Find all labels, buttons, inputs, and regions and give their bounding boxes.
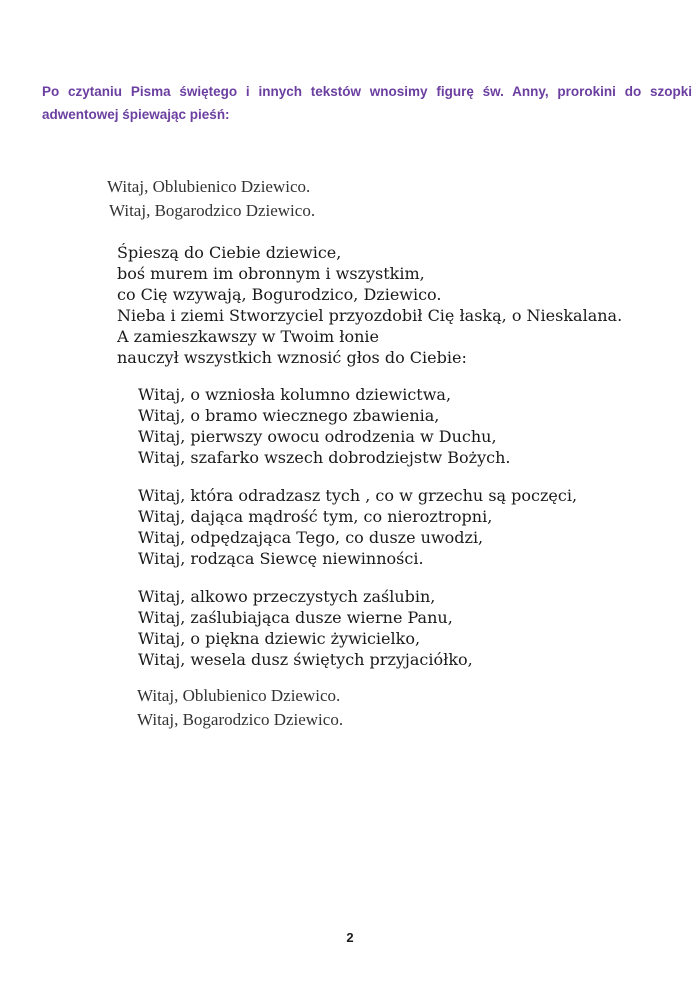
stanza-4-line-1: Witaj, alkowo przeczystych zaślubin, xyxy=(138,587,436,606)
stanza-2-line-2: Witaj, o bramo wiecznego zbawienia, xyxy=(138,406,440,425)
stanza-1-line-3: co Cię wzywają, Bogurodzico, Dziewico. xyxy=(117,285,442,304)
intro-paragraph: Po czytaniu Pisma świętego i innych tekstów wnosimy figurę św. Anny, prorokini do szopki adwentowej śpiewając pieśń: xyxy=(42,84,692,122)
refrain-top-line-1: Witaj, Oblubienico Dziewico. xyxy=(107,177,311,196)
stanza-1-line-5: A zamieszkawszy w Twoim łonie xyxy=(117,327,379,346)
refrain-bottom-line-1: Witaj, Oblubienico Dziewico. xyxy=(137,686,341,705)
stanza-4-line-4: Witaj, wesela dusz świętych przyjaciółko, xyxy=(138,650,473,669)
stanza-2-line-3: Witaj, pierwszy owocu odrodzenia w Duchu, xyxy=(138,427,497,446)
stanza-1-line-1: Śpieszą do Ciebie dziewice, xyxy=(117,243,342,262)
refrain-top-line-2: Witaj, Bogarodzico Dziewico. xyxy=(109,201,316,220)
stanza-4-line-3: Witaj, o piękna dziewic żywicielko, xyxy=(138,629,421,648)
stanza-1-line-6: nauczył wszystkich wznosić głos do Ciebie: xyxy=(117,348,467,367)
stanza-1-line-2: boś murem im obronnym i wszystkim, xyxy=(117,264,425,283)
page-number: 2 xyxy=(346,930,354,945)
stanza-3-line-3: Witaj, odpędzająca Tego, co dusze uwodzi, xyxy=(138,528,484,547)
stanza-3-line-4: Witaj, rodząca Siewcę niewinności. xyxy=(138,549,424,568)
stanza-4-line-2: Witaj, zaślubiająca dusze wierne Panu, xyxy=(138,608,453,627)
stanza-1-line-4: Nieba i ziemi Stworzyciel przyozdobił Cię łaską, o Nieskalana. xyxy=(117,306,623,325)
stanza-2-line-4: Witaj, szafarko wszech dobrodziejstw Bożych. xyxy=(138,448,511,467)
refrain-bottom-line-2: Witaj, Bogarodzico Dziewico. xyxy=(137,710,344,729)
stanza-2-line-1: Witaj, o wzniosła kolumno dziewictwa, xyxy=(138,385,452,404)
stanza-3-line-2: Witaj, dająca mądrość tym, co nieroztropni, xyxy=(138,507,493,526)
stanza-3-line-1: Witaj, która odradzasz tych , co w grzechu są poczęci, xyxy=(138,486,578,505)
